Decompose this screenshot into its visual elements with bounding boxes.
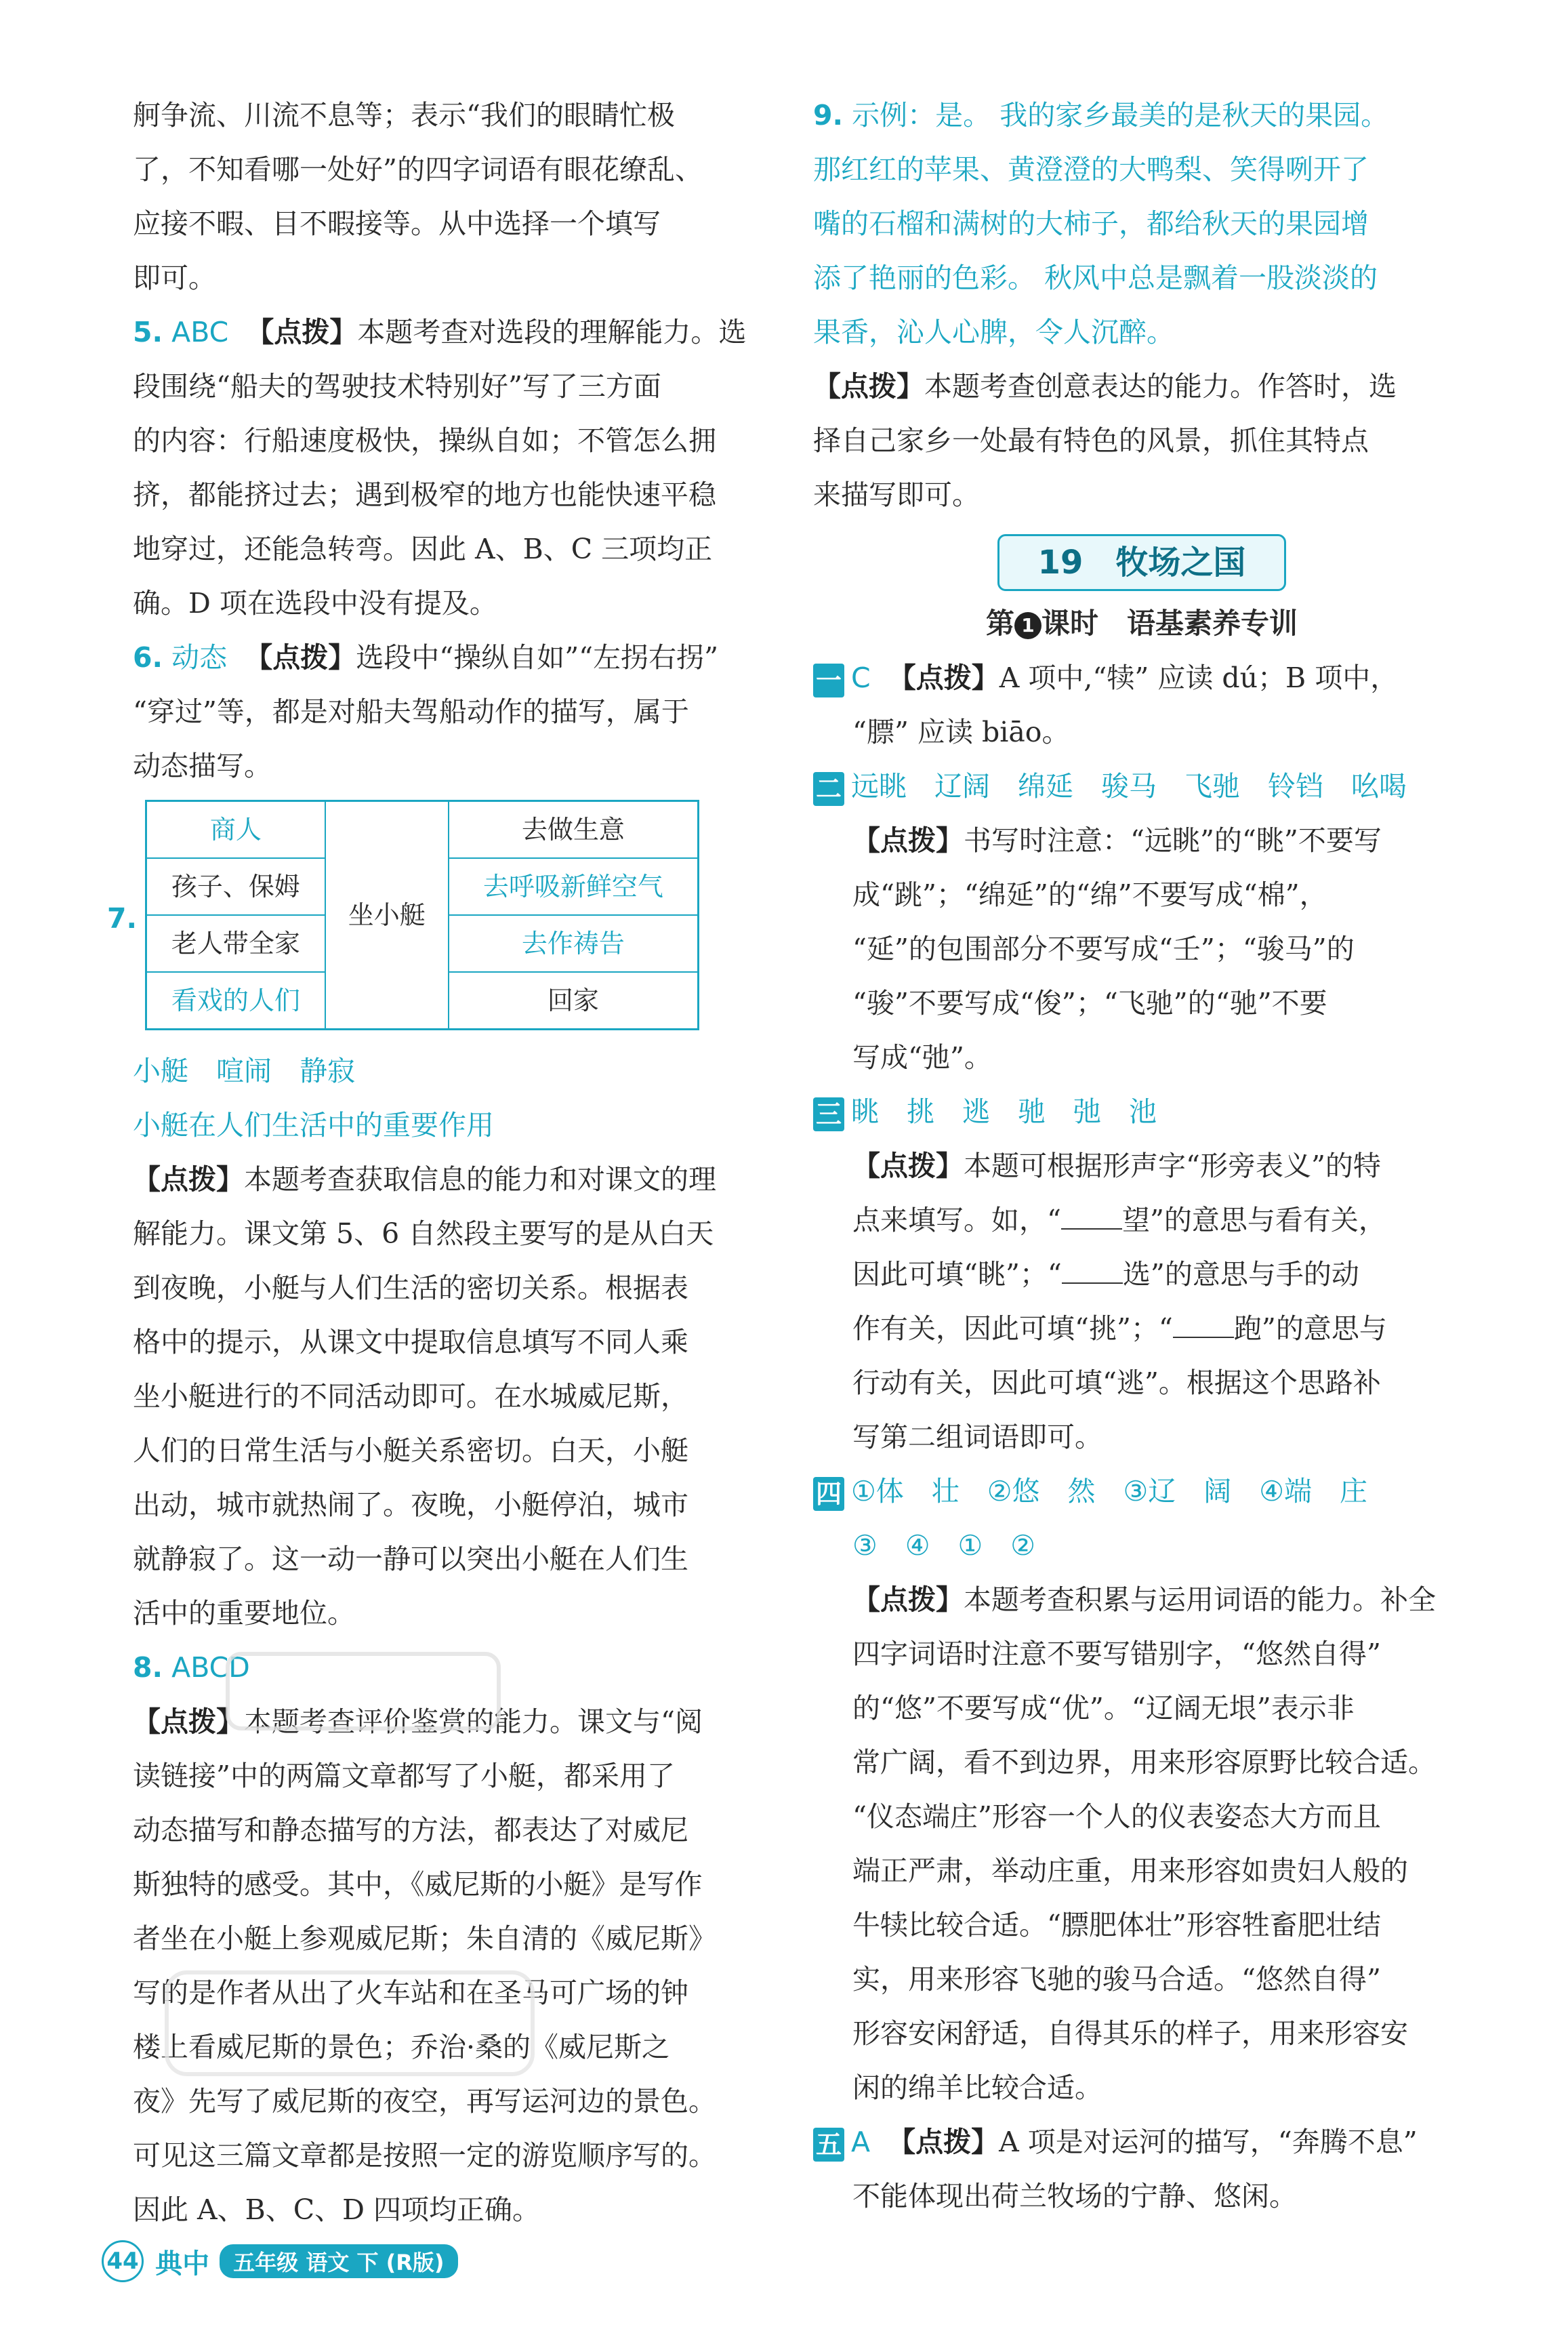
section-number-badge: 五 <box>813 2128 844 2162</box>
text-line: 本题可根据形声字“形旁表义”的特 <box>964 1150 1381 1182</box>
question-9 <box>813 88 1470 522</box>
text-line: 成“跳”；“绵延”的“绵”不要写成“棉”， <box>852 878 1327 911</box>
table-cell: 去呼吸新鲜空气 <box>449 858 699 915</box>
hint-tag: 【点拨】 <box>133 1705 244 1738</box>
text-line: 实，用来形容飞驰的骏马合适。“悠然自得” <box>852 1963 1381 1996</box>
text-line: A 项是对运河的描写，“奔腾不息” <box>999 2126 1418 2158</box>
left-column <box>107 88 767 2237</box>
text-line: 闲的绵羊比较合适。 <box>852 2071 1102 2104</box>
text-line: 本题考查积累与运用词语的能力。补全 <box>964 1583 1436 1616</box>
text-line: 端正严肃，举动庄重，用来形容如贵妇人般的 <box>852 1855 1408 1887</box>
section-number-badge: 四 <box>813 1477 844 1511</box>
table-cell: 去作祷告 <box>449 915 699 972</box>
text-line: 舸争流、川流不息等；表示“我们的眼睛忙极 <box>133 99 675 131</box>
section-number-badge: 二 <box>813 772 844 806</box>
text-line: 选段中“操纵自如”“左拐右拐” <box>356 641 719 674</box>
text-line: 因此 A、B、C、D 四项均正确。 <box>133 2193 541 2226</box>
table-cell: 去做生意 <box>449 801 699 859</box>
question-5 <box>133 305 767 630</box>
lesson-number-badge: 1 <box>1014 612 1041 639</box>
hint-tag: 【点拨】 <box>852 824 964 857</box>
table-cell: 孩子、保姆 <box>146 858 325 915</box>
answer: 示例：是。 我的家乡最美的是秋天的果园。 <box>852 99 1389 131</box>
answer: 远眺 辽阔 绵延 骏马 飞驰 铃铛 吆喝 <box>851 770 1407 803</box>
text-line: 到夜晚，小艇与人们生活的密切关系。根据表 <box>133 1272 688 1304</box>
text-line: 本题考查评价鉴赏的能力。课文与“阅 <box>244 1705 703 1738</box>
brand-logo: 典中 <box>155 2248 210 2280</box>
question-number: 6. <box>133 641 163 674</box>
answer: ABCD <box>171 1651 250 1684</box>
hint-tag: 【点拨】 <box>852 1583 964 1616</box>
text-line: 来描写即可。 <box>813 479 980 511</box>
fill-blank <box>1062 1259 1123 1284</box>
question-6 <box>133 630 767 793</box>
answer: A <box>851 2126 871 2158</box>
hint-tag: 【点拨】 <box>245 641 356 674</box>
hint-tag: 【点拨】 <box>888 662 999 694</box>
answer: C <box>851 662 871 694</box>
text-line: 四字词语时注意不要写错别字，“悠然自得” <box>852 1638 1381 1670</box>
fill-blank <box>1173 1314 1234 1338</box>
section-number-badge: 三 <box>813 1097 844 1131</box>
text-line: “穿过”等，都是对船夫驾船动作的描写，属于 <box>133 695 689 728</box>
answer: ③ ④ ① ② <box>852 1529 1036 1562</box>
answer: 眺 挑 逃 驰 弛 池 <box>851 1095 1157 1128</box>
text-line: 择自己家乡一处最有特色的风景，抓住其特点 <box>813 424 1369 457</box>
text-line: 夜》先写了威尼斯的夜空，再写运河边的景色。 <box>133 2085 716 2118</box>
section-2 <box>813 759 1470 1085</box>
answer: ①体 壮 ②悠 然 ③辽 阔 ④端 庄 <box>851 1475 1368 1507</box>
text-line: 牛犊比较合适。“膘肥体壮”形容牲畜肥壮结 <box>852 1909 1381 1941</box>
hint-tag: 【点拨】 <box>813 370 924 403</box>
text-line: 写第二组词语即可。 <box>852 1421 1102 1453</box>
text-line: 望”的意思与看有关， <box>1121 1204 1386 1236</box>
subtitle-text: 课时 语基素养专训 <box>1041 607 1298 640</box>
text-line: 格中的提示，从课文中提取信息填写不同人乘 <box>133 1326 688 1358</box>
hint-tag: 【点拨】 <box>852 1150 964 1182</box>
table-cell: 回家 <box>449 972 699 1030</box>
answer: 添了艳丽的色彩。 秋风中总是飘着一股淡淡的 <box>813 262 1378 294</box>
text-line: 即可。 <box>133 262 216 294</box>
text-line: 了，不知看哪一处好”的四字词语有眼花缭乱、 <box>133 153 703 186</box>
text-line: 不能体现出荷兰牧场的宁静、悠闲。 <box>852 2180 1297 2212</box>
text-line: 选”的意思与手的动 <box>1122 1258 1359 1291</box>
text-line: 者坐在小艇上参观威尼斯；朱自清的《威尼斯》 <box>133 1922 716 1955</box>
section-5 <box>813 2115 1470 2223</box>
text-line: 挤，都能挤过去；遇到极窄的地方也能快速平稳 <box>133 479 716 511</box>
question-number: 5. <box>133 316 163 348</box>
intro-text <box>133 88 767 305</box>
text-line: 本题考查获取信息的能力和对课文的理 <box>244 1163 716 1196</box>
question-number: 9. <box>813 99 844 131</box>
text-line: “膘” 应读 biāo。 <box>852 716 1070 748</box>
answer: ABC <box>171 316 229 348</box>
hint-tag: 【点拨】 <box>133 1163 244 1196</box>
text-line: 坐小艇进行的不同活动即可。在水城威尼斯， <box>133 1380 688 1413</box>
text-line: 因此可填“眺”； <box>852 1258 1048 1291</box>
answer: 那红红的苹果、黄澄澄的大鸭梨、笑得咧开了 <box>813 153 1369 186</box>
text-line: 动态描写和静态描写的方法，都表达了对威尼 <box>133 1814 688 1846</box>
text-line: 行动有关，因此可填“逃”。根据这个思路补 <box>852 1366 1381 1399</box>
answer: 嘴的石榴和满树的大柿子，都给秋天的果园增 <box>813 207 1369 240</box>
text-line: 的内容：行船速度极快，操纵自如；不管怎么拥 <box>133 424 716 457</box>
right-column <box>813 88 1470 2223</box>
table-cell: 坐小艇 <box>325 801 449 1030</box>
page-footer <box>102 2240 458 2281</box>
text-line: 出动，城市就热闹了。夜晚，小艇停泊，城市 <box>133 1488 688 1521</box>
text-line: 读链接”中的两篇文章都写了小艇，都采用了 <box>133 1760 675 1792</box>
text-line: 楼上看威尼斯的景色；乔治·桑的《威尼斯之 <box>133 2031 670 2063</box>
text-line: “延”的包围部分不要写成“壬”；“骏马”的 <box>852 933 1355 965</box>
table-cell: 看戏的人们 <box>146 972 325 1030</box>
text-line: “仪态端庄”形容一个人的仪表姿态大方而且 <box>852 1800 1381 1833</box>
text-line: “骏”不要写成“俊”；“飞驰”的“驰”不要 <box>852 987 1327 1019</box>
page-number: 44 <box>102 2240 144 2282</box>
answer: 小艇在人们生活中的重要作用 <box>133 1109 494 1141</box>
hint-tag: 【点拨】 <box>246 316 358 348</box>
table-cell: 商人 <box>146 801 325 859</box>
fill-blank <box>1061 1205 1122 1230</box>
answer: 果香，沁人心脾，令人沉醉。 <box>813 316 1174 348</box>
question-8 <box>133 1640 767 2237</box>
book-label: 五年级 语文 下 (R版) <box>220 2244 457 2278</box>
text-line: 段围绕“船夫的驾驶技术特别好”写了三方面 <box>133 370 661 403</box>
text-line: 人们的日常生活与小艇关系密切。白天，小艇 <box>133 1434 688 1467</box>
text-line: 地穿过，还能急转弯。因此 A、B、C 三项均正 <box>133 533 713 565</box>
text-line: 活中的重要地位。 <box>133 1597 355 1629</box>
text-line: 本题考查创意表达的能力。作答时，选 <box>924 370 1397 403</box>
text-line: 的“悠”不要写成“优”。“辽阔无垠”表示非 <box>852 1692 1355 1724</box>
text-line: 写的是作者从出了火车站和在圣马可广场的钟 <box>133 1977 688 2009</box>
text-line: 斯独特的感受。其中，《威尼斯的小艇》是写作 <box>133 1868 703 1901</box>
text-line: 确。D 项在选段中没有提及。 <box>133 587 497 620</box>
text-line: 写成“弛”。 <box>852 1041 992 1074</box>
text-line: 解能力。课文第 5、6 自然段主要写的是从白天 <box>133 1217 714 1250</box>
lesson-subtitle <box>813 596 1470 651</box>
question-7 <box>107 800 767 1044</box>
section-number-badge: 一 <box>813 664 844 697</box>
table-cell: 老人带全家 <box>146 915 325 972</box>
question-number: 7. <box>107 902 138 935</box>
hint-tag: 【点拨】 <box>888 2126 999 2158</box>
text-line: 形容安闲舒适，自得其乐的样子，用来形容安 <box>852 2017 1408 2050</box>
answer: 小艇 喧闹 静寂 <box>133 1055 355 1087</box>
text-line: 跑”的意思与 <box>1233 1312 1387 1345</box>
text-line: 常广阔，看不到边界，用来形容原野比较合适。 <box>852 1746 1436 1779</box>
section-1 <box>813 651 1470 759</box>
text-line: 应接不暇、目不暇接等。从中选择一个填写 <box>133 207 661 240</box>
text-line: 就静寂了。这一动一静可以突出小艇在人们生 <box>133 1543 688 1575</box>
answer: 动态 <box>171 641 228 674</box>
text-line: 作有关，因此可填“挑”； <box>852 1312 1159 1345</box>
question-7-answers <box>133 1044 767 1640</box>
text-line: 点来填写。如， <box>852 1204 1047 1236</box>
subtitle-text: 第 <box>985 607 1014 640</box>
text-line: A 项中,“犊” 应读 dú；B 项中， <box>999 662 1399 694</box>
text-line: 可见这三篇文章都是按照一定的游览顺序写的。 <box>133 2139 716 2172</box>
section-4 <box>813 1464 1470 2115</box>
activity-table <box>145 800 699 1030</box>
text-line: 动态描写。 <box>133 750 272 782</box>
question-number: 8. <box>133 1651 163 1684</box>
section-3: 三 眺 挑 逃 驰 弛 池 【点拨】本题可根据形声字“形旁表义”的特 点来填写。如，“ 望”的意思与看有关， 因此可填“眺”；“ 选”的意思与手的动 作有关，因此可填“挑”；“ 跑”的意思与 行动有关，因此可填“逃”。根据这个思路补 写第二组词语即可。 <box>813 1085 1470 1464</box>
lesson-title: 19 牧场之国 <box>997 534 1286 591</box>
text-line: 本题考查对选段的理解能力。选 <box>357 316 747 348</box>
text-line: 书写时注意：“远眺”的“眺”不要写 <box>964 824 1382 857</box>
